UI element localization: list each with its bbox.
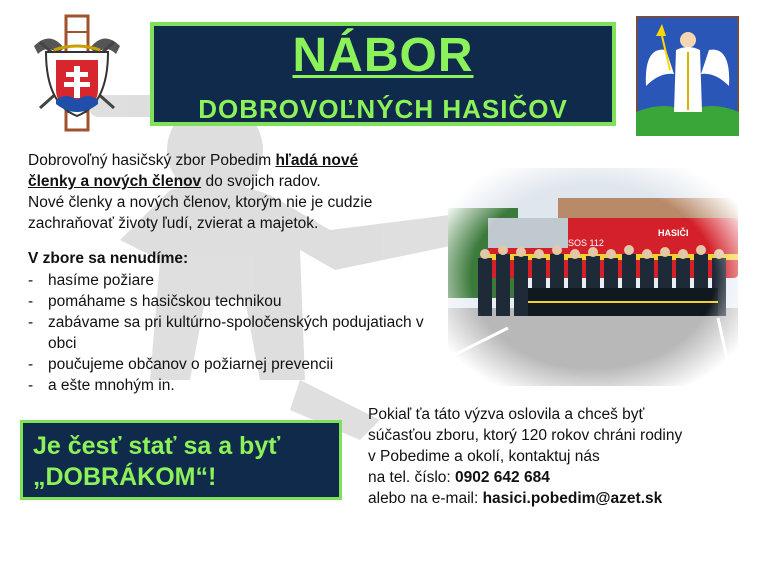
list-item: - pomáhame s hasičskou technikou xyxy=(28,291,428,312)
title-banner xyxy=(150,22,616,126)
email-label: alebo na e-mail: xyxy=(368,490,483,507)
intro-text-3: Nové členky a nových členov, ktorým nie je cudzie xyxy=(28,194,373,211)
list-item: - hasíme požiare xyxy=(28,270,428,291)
phone-label: na tel. číslo: xyxy=(368,469,456,486)
contact-paragraph xyxy=(368,404,758,509)
contact-text-1: Pokiaľ ťa táto výzva oslovila a chceš byť xyxy=(368,406,645,423)
intro-highlight-2: členky a nových členov xyxy=(28,173,202,190)
page-subtitle: DOBROVOĽNÝCH HASIČOV xyxy=(198,94,568,124)
cta-banner xyxy=(20,420,342,500)
page-title: NÁBOR xyxy=(292,29,474,82)
contact-text-3: v Pobedime a okolí, kontaktuj nás xyxy=(368,448,600,465)
firefighters-group-photo xyxy=(448,168,738,386)
email-address: hasici.pobedim@azet.sk xyxy=(482,490,663,507)
contact-text-2: súčasťou zboru, ktorý 120 rokov chráni rodiny xyxy=(368,427,683,444)
cta-line-2: „DOBRÁKOM“! xyxy=(33,463,217,491)
cta-line-1: Je česť stať sa a byť xyxy=(33,432,281,460)
activities-heading: V zbore sa nenudíme: xyxy=(28,250,189,267)
pobedim-coat-of-arms xyxy=(636,16,739,136)
intro-paragraph xyxy=(28,150,448,234)
activities-list xyxy=(28,270,428,396)
intro-text-4: zachraňovať životy ľudí, zvierat a majetok. xyxy=(28,215,319,232)
intro-text-1: Dobrovoľný hasičský zbor Pobedim xyxy=(28,152,276,169)
intro-text-2: do svojich radov. xyxy=(201,173,321,190)
firefighter-emblem-logo xyxy=(28,12,126,134)
list-item: - zabávame sa pri kultúrno-spoločenských podujatiach v obci xyxy=(28,312,428,354)
phone-number: 0902 642 684 xyxy=(455,469,550,486)
list-item: - poučujeme občanov o požiarnej prevencii xyxy=(28,354,428,375)
intro-highlight-1: hľadá nové xyxy=(275,152,359,169)
list-item: - a ešte mnohým in. xyxy=(28,375,428,396)
